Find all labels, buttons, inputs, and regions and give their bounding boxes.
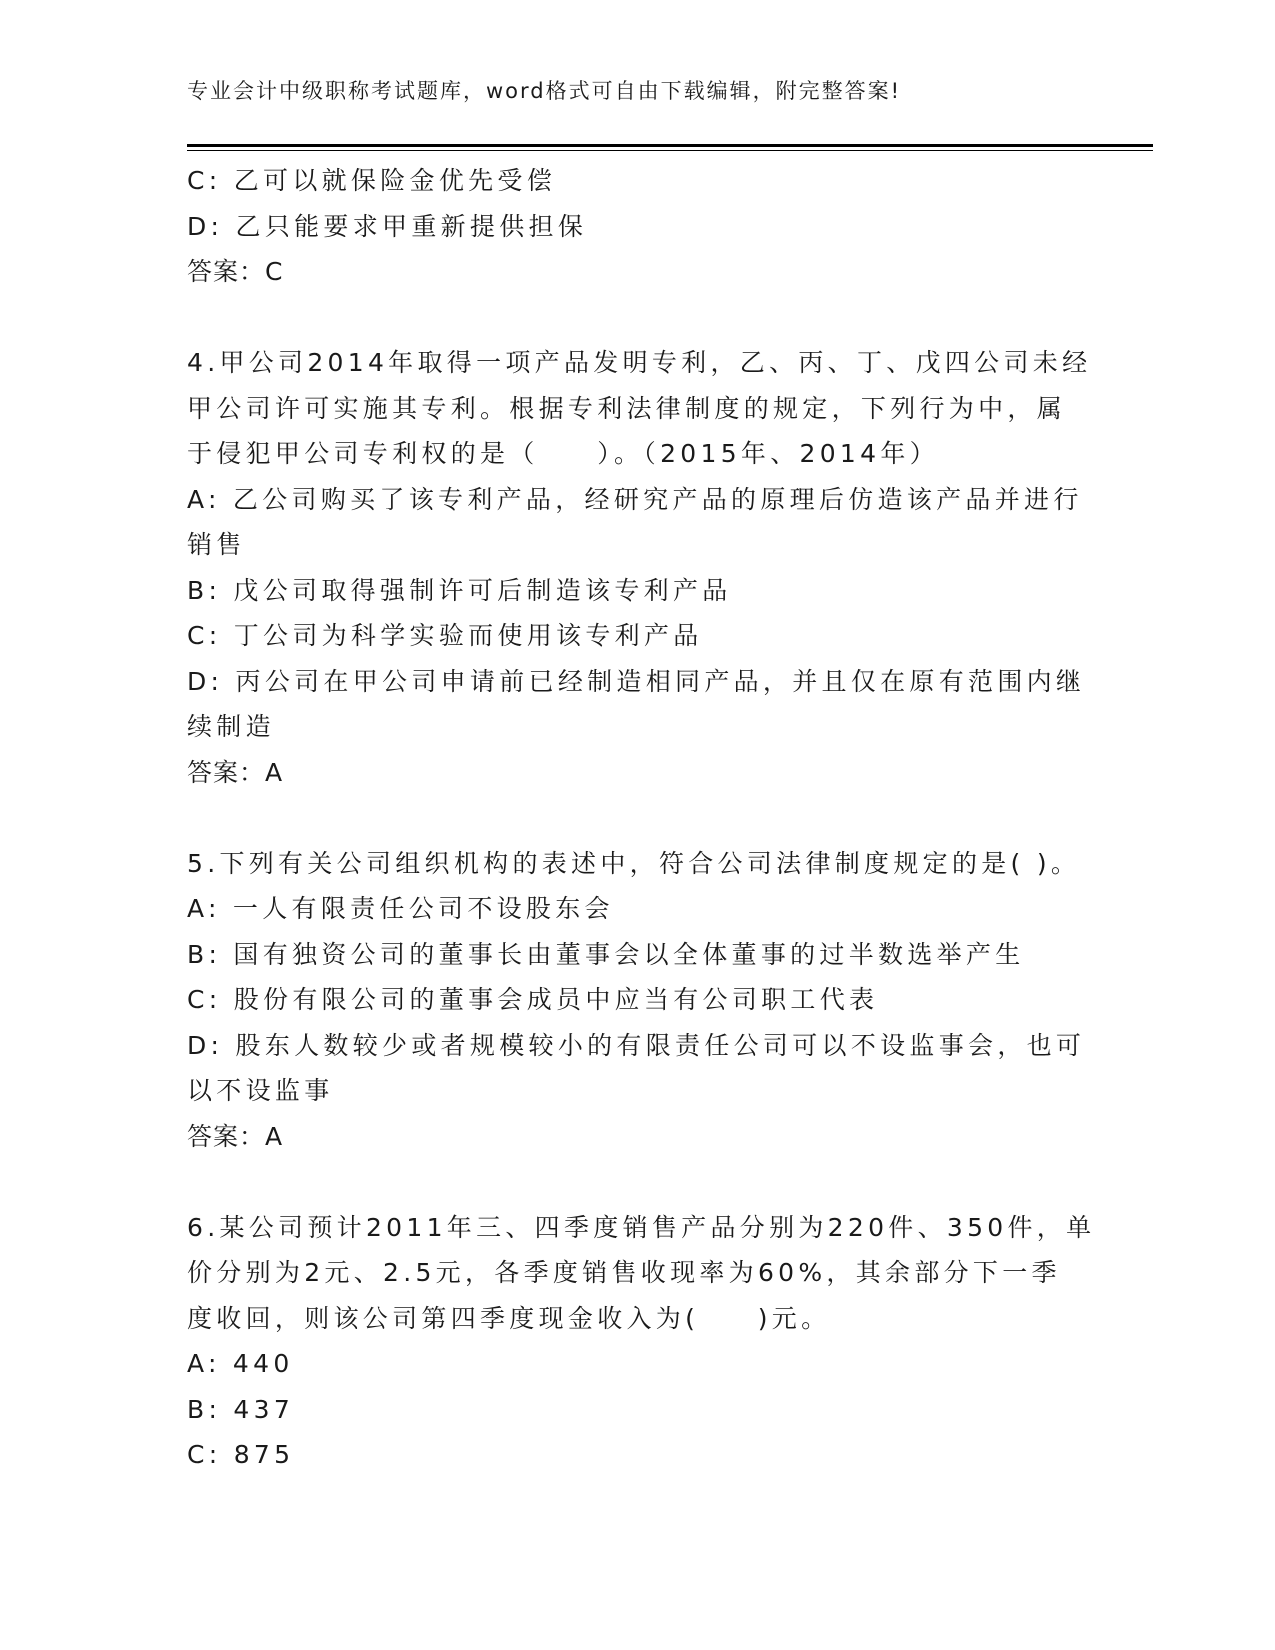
question-stem-line: 价分别为2元、2.5元，各季度销售收现率为60%，其余部分下一季 — [187, 1258, 1061, 1287]
answer-line: 答案：A — [187, 1121, 284, 1151]
option-c: C: 股份有限公司的董事会成员中应当有公司职工代表 — [187, 985, 879, 1014]
spacer — [187, 795, 1087, 841]
option-a: A: 440 — [187, 1349, 294, 1378]
option-c: C: 丁公司为科学实验而使用该专利产品 — [187, 621, 703, 650]
option-d: D: 乙只能要求甲重新提供担保 — [187, 211, 588, 241]
question-stem-line: 6.某公司预计2011年三、四季度销售产品分别为220件、350件，单 — [187, 1212, 1096, 1242]
question-5 — [187, 841, 1087, 1160]
question-stem-line: 度收回，则该公司第四季度现金收入为( )元。 — [187, 1303, 831, 1333]
option-c: C: 乙可以就保险金优先受偿 — [187, 166, 557, 195]
spacer — [187, 295, 1087, 341]
option-b: B: 国有独资公司的董事长由董事会以全体董事的过半数选举产生 — [187, 939, 1025, 969]
option-d: D: 丙公司在甲公司申请前已经制造相同产品，并且仅在原有范围内继 — [187, 666, 1086, 696]
option-d-continued: 以不设监事 — [187, 1076, 334, 1105]
option-a-continued: 销售 — [187, 530, 246, 559]
answer-line: 答案：A — [187, 757, 284, 787]
question-stem-line: 甲公司许可实施其专利。根据专利法律制度的规定，下列行为中，属 — [187, 393, 1067, 423]
header-divider — [187, 144, 1153, 147]
option-d-continued: 续制造 — [187, 712, 275, 741]
answer-line: 答案：C — [187, 257, 284, 286]
option-a: A: 一人有限责任公司不设股东会 — [187, 894, 614, 923]
question-6 — [187, 1205, 1096, 1478]
header-divider-thin — [187, 150, 1153, 151]
question-stem-line: 于侵犯甲公司专利权的是（ ）。（2015年、2014年） — [187, 439, 939, 468]
option-a: A: 乙公司购买了该专利产品，经研究产品的原理后仿造该产品并进行 — [187, 484, 1083, 514]
page-header-text: 专业会计中级职称考试题库，word格式可自由下载编辑，附完整答案! — [187, 79, 902, 103]
document-body — [187, 158, 1096, 1478]
option-b: B: 戊公司取得强制许可后制造该专利产品 — [187, 575, 732, 605]
previous-question-fragment — [187, 158, 1087, 295]
question-4 — [187, 340, 1092, 795]
option-c: C: 875 — [187, 1440, 295, 1469]
option-b: B: 437 — [187, 1394, 295, 1424]
option-d: D: 股东人数较少或者规模较小的有限责任公司可以不设监事会，也可 — [187, 1030, 1086, 1060]
question-stem-line: 4.甲公司2014年取得一项产品发明专利，乙、丙、丁、戊四公司未经 — [187, 348, 1092, 377]
question-stem-line: 5.下列有关公司组织机构的表述中，符合公司法律制度规定的是( )。 — [187, 848, 1081, 878]
spacer — [187, 1159, 1087, 1205]
